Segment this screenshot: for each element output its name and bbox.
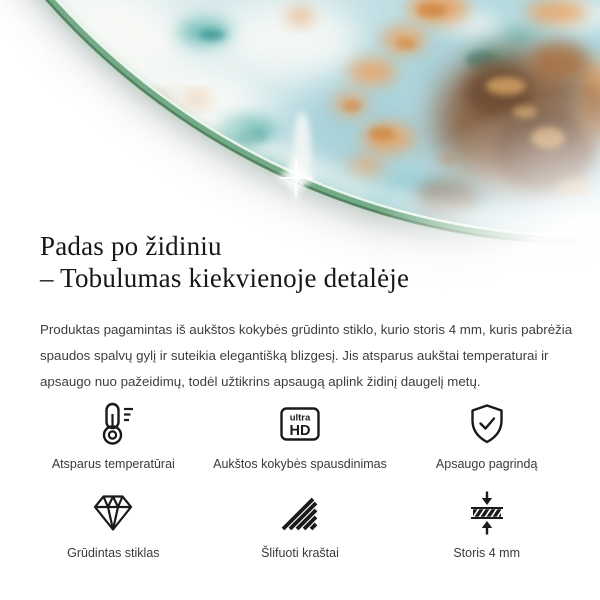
feature-label: Apsaugo pagrindą bbox=[435, 457, 538, 471]
feature-label: Aukštos kokybės spausdinimas bbox=[213, 457, 387, 471]
shield-check-icon bbox=[467, 400, 507, 448]
feature-label: Grūdintas stiklas bbox=[67, 546, 160, 560]
features-grid bbox=[20, 400, 580, 560]
feature-heat-resistant bbox=[20, 400, 207, 471]
ultra-hd-badge-bottom: HD bbox=[289, 423, 311, 439]
feature-ultra-hd-print bbox=[207, 400, 394, 471]
feature-label: Storis 4 mm bbox=[453, 546, 520, 560]
ultra-hd-badge-top: ultra bbox=[289, 412, 311, 424]
page-title-line2: – Tobulumas kiekvienoje detalėje bbox=[40, 263, 410, 293]
feature-polished-edges bbox=[207, 489, 394, 560]
page-title-line1: Padas po židiniu bbox=[40, 231, 222, 261]
thermometer-icon bbox=[91, 400, 135, 448]
page-title bbox=[40, 230, 409, 294]
diamond-icon bbox=[91, 489, 135, 537]
feature-thickness bbox=[393, 489, 580, 560]
product-description: Produktas pagamintas iš aukštos kokybės grūdinto stiklo, kurio storis 4 mm, kuris pabrėžia spaudos spalvų gylį ir suteikia elegantišką blizgesį. Jis atsparus aukštai temperaturai ir apsaugo nuo pažeidimų, todėl užtikrins apsaugą aplink židinį daugelį metų. bbox=[40, 322, 573, 390]
thickness-icon bbox=[469, 489, 505, 537]
ultra-hd-icon bbox=[280, 400, 320, 448]
feature-tempered-glass bbox=[20, 489, 207, 560]
polished-edges-icon bbox=[280, 489, 320, 537]
feature-protects-base bbox=[393, 400, 580, 471]
feature-label: Šlifuoti kraštai bbox=[261, 546, 339, 560]
feature-label: Atsparus temperatūrai bbox=[51, 457, 175, 471]
